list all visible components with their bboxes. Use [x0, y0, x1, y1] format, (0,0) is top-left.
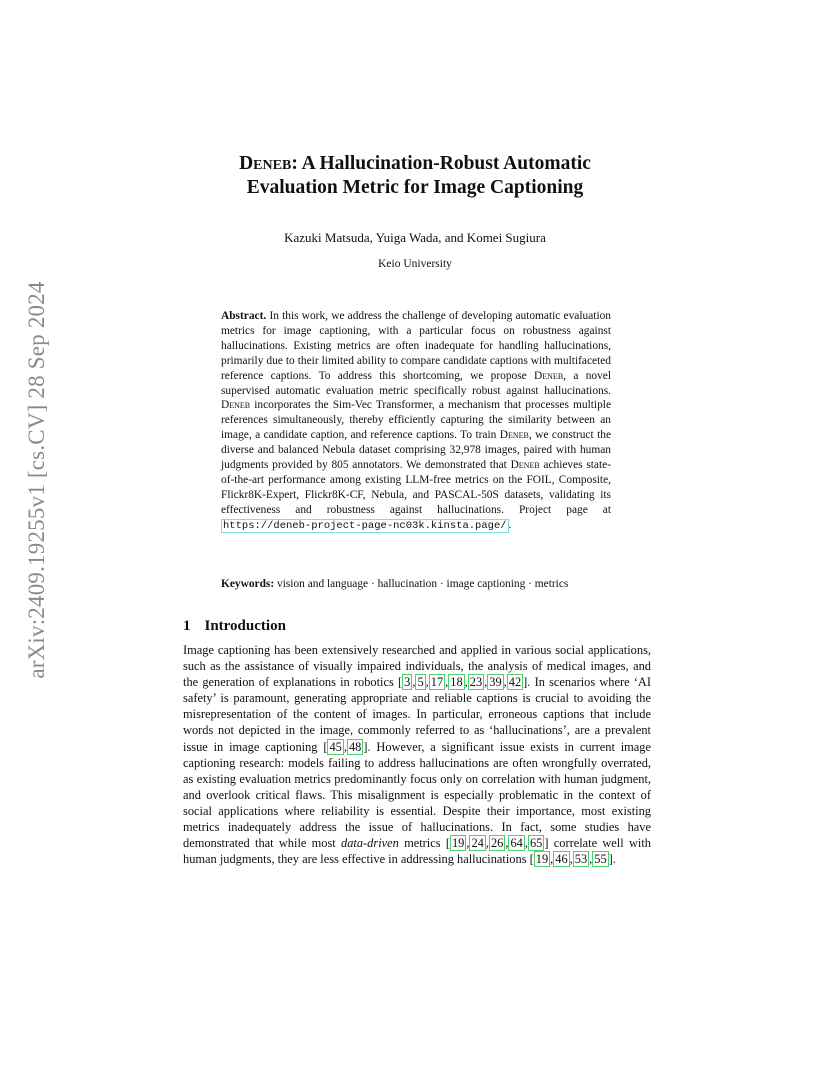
citation-link[interactable]: 64	[510, 836, 523, 851]
affiliation: Keio University	[378, 258, 452, 270]
body-text: .	[612, 852, 616, 867]
citation-link[interactable]: 42	[508, 675, 522, 690]
method-name: Deneb	[221, 399, 251, 412]
body-text: . However, a significant issue exists in current image captioning research: models failing to address hallucinations are often wrongfully overrated, as existing evaluation metrics predominantly focus only on correlation with human judgment, and overlook critical flaws. This misalignment is especially problematic in the context of social applications where reliability is essential. Despite their importance, most existing metrics inadequately address the issue of hallucinations. In fact, some studies have demonstrated that while most	[183, 739, 652, 851]
method-name: Deneb	[510, 459, 540, 472]
abstract	[221, 309, 611, 534]
citation-link[interactable]: 53	[574, 852, 588, 867]
title-line2: Evaluation Metric for Image Captioning	[246, 177, 584, 198]
abstract-text: In this work, we address the challenge of developing automatic evaluation metrics for image captioning, with a particular focus on robustness against hallucinations. Existing metrics are often inadequate for handling hallucinations, primarily due to their limited ability to compare candidate captions with multifaceted reference captions. To address this shortcoming, we propose	[221, 310, 611, 382]
arxiv-identifier: arXiv:2409.19255v1 [cs.CV] 28 Sep 2024	[24, 281, 49, 679]
title-line1-rest: : A Hallucination-Robust Automatic	[291, 153, 591, 174]
emphasis-text: data-driven	[341, 836, 399, 851]
project-page-link[interactable]: https://deneb-project-page-nc03k.kinsta.page/	[223, 519, 507, 532]
abstract-text: , a novel supervised automatic evaluation metric specifically robust against hallucinations.	[221, 369, 611, 397]
abstract-text: .	[508, 518, 512, 531]
section-heading	[183, 618, 286, 635]
citation-link[interactable]: 5	[417, 675, 424, 690]
paper-title	[150, 152, 680, 200]
keywords	[221, 577, 611, 592]
keywords-label: Keywords:	[221, 578, 275, 590]
citation-link[interactable]: 17	[430, 675, 444, 690]
citation-link[interactable]: 45	[329, 739, 342, 754]
citation-link[interactable]: 19	[451, 836, 465, 851]
method-name: Deneb	[239, 153, 292, 174]
method-name: Deneb	[499, 429, 529, 442]
section-title: Introduction	[204, 618, 286, 634]
body-text: Image captioning has been extensively researched and applied in various social applications, such as the assistance of visually impaired individuals, the analysis of medical images, and the generation of explanations in robotics	[183, 643, 651, 690]
citation-link[interactable]: 18	[450, 675, 463, 690]
abstract-text: , we construct the diverse and balanced Nebula dataset comprising 32,978 images, paired with human judgments provided by 805 annotators. We demonstrated that	[221, 429, 612, 472]
abstract-text: incorporates the Sim-Vec Transformer, a mechanism that processes multiple references simultaneously, thereby efficiently capturing the similarity between an image, a candidate caption, and reference captions. To train	[221, 399, 611, 442]
citation-link[interactable]: 3	[404, 675, 411, 690]
method-name: Deneb	[534, 369, 564, 382]
body-text: . In scenarios where ‘AI safety’ is paramount, generating appropriate and reliable captions is crucial to avoiding the misrepresentation of the content of images. In particular, erroneous captions that include words not depicted in the image, commonly referred to as ‘hallucinations’, are a prevalent issue in image captioning	[183, 675, 651, 754]
citation-link[interactable]: 65	[529, 836, 543, 851]
citation-link[interactable]: 23	[469, 675, 483, 690]
keywords-text: vision and language · hallucination · image captioning · metrics	[274, 578, 569, 590]
author-list: Kazuki Matsuda, Yuiga Wada, and Komei Sugiura	[284, 230, 546, 245]
abstract-text: achieves state-of-the-art performance among existing LLM-free metrics on the FOIL, Composite, Flickr8K-Expert, Flickr8K-CF, Nebula, and PASCAL-50S datasets, validating its effectiveness and robustness against hallucinations. Project page at	[221, 459, 611, 516]
body-text: metrics	[398, 836, 446, 851]
citation-link[interactable]: 24	[471, 836, 484, 851]
abstract-label: Abstract.	[221, 310, 267, 322]
introduction-paragraph: Image captioning has been extensively researched and applied in various social applications, such as the assistance of visually impaired individuals, the analysis of medical images, and the generation of explanations in robotics [ 3 , 5 , 17 , 18 , 23 , 39 , 42 ]. In scenarios where ‘AI safety’ is paramount, generating appropriate and reliable captions is crucial to avoiding the misrepresentation of the content of images. In particular, erroneous captions that include words not depicted in the image, commonly referred to as ‘hallucinations’, are a prevalent issue in image captioning [ 45 , 48 ]. However, a significant issue exists in current image captioning research: models failing to address hallucinations are often wrongfully overrated, as existing evaluation metrics predominantly focus only on correlation with human judgment, and overlook critical flaws. This misalignment is especially problematic in the context of social applications where reliability is essential. Despite their importance, most existing metrics inadequately address the issue of hallucinations. In fact, some studies have demonstrated that while most data-driven metrics [ 19 , 24 , 26 , 64 , 65 ] correlate well with human judgments, they are less effective in addressing hallucinations [ 19 , 46 , 53 , 55 ].	[183, 643, 652, 867]
body-text: correlate well with human judgments, they are less effective in addressing hallucinations	[183, 836, 651, 867]
section-number: 1	[183, 618, 191, 634]
citation-link[interactable]: 26	[490, 836, 504, 851]
arxiv-sidebar-stamp	[24, 281, 50, 679]
citation-link[interactable]: 55	[594, 852, 607, 867]
citation-link[interactable]: 19	[535, 852, 549, 867]
citation-link[interactable]: 39	[489, 675, 502, 690]
citation-link[interactable]: 48	[348, 739, 362, 754]
citation-link[interactable]: 46	[555, 852, 568, 867]
